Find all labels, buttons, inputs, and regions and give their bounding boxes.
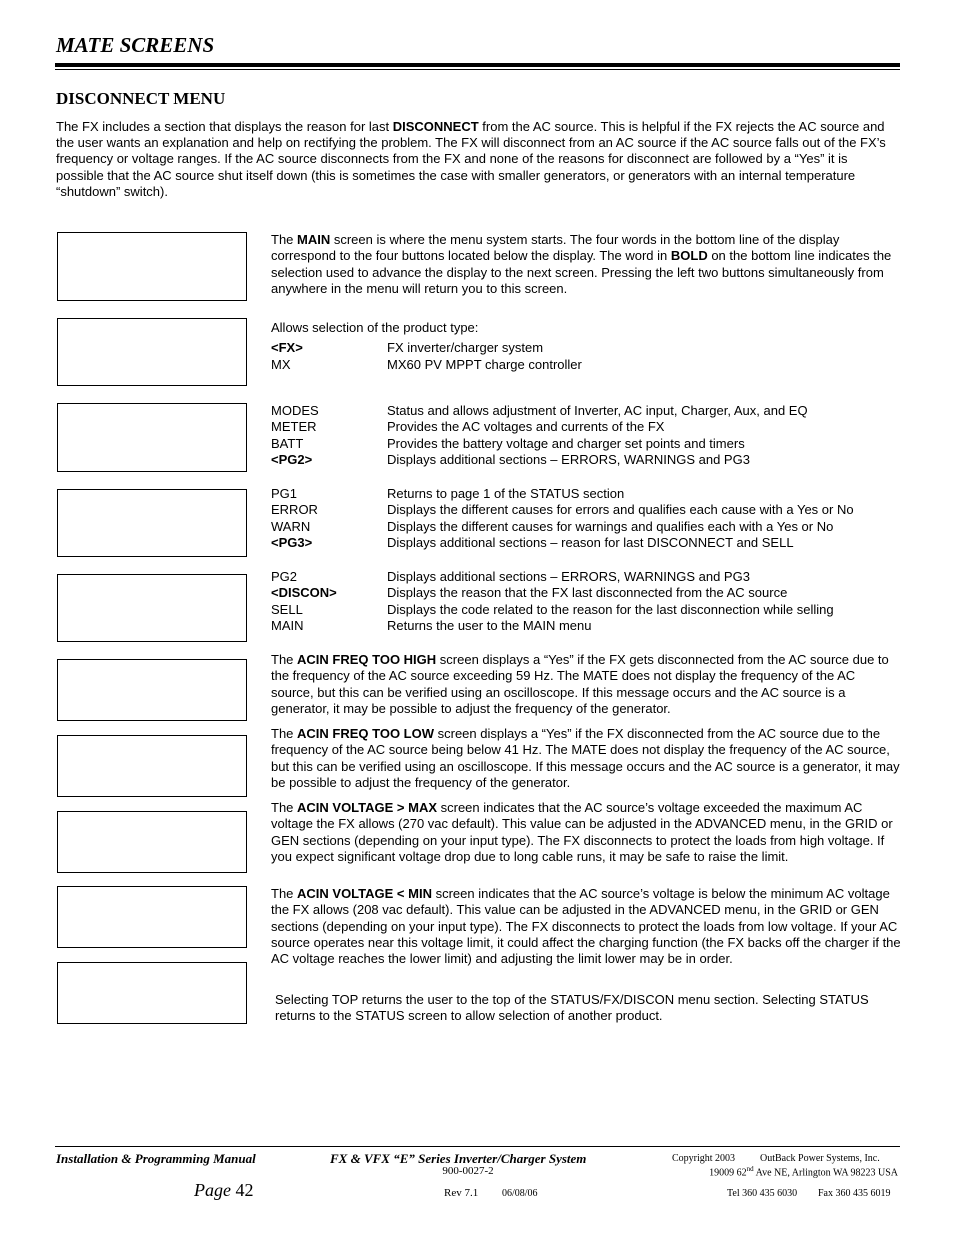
footer-series-title: FX & VFX “E” Series Inverter/Charger System	[330, 1151, 587, 1166]
footer-revision: Rev 7.1	[444, 1187, 479, 1199]
screen-box-voltage-min	[57, 886, 247, 948]
screen-box-status-fx-pg1	[57, 403, 247, 472]
freq-low-paragraph: The ACIN FREQ TOO LOW screen displays a “Yes” if the FX disconnected from the AC source due to the frequency of the AC source being below 41 Hz. The MATE does not display the frequency of the AC source, but this can be verified using an oscilloscope. If this message occurs and the AC source is a generator, it may be possible to adjust the frequency of the generator.	[271, 726, 900, 790]
footer-telephone: Tel 360 435 6030	[727, 1188, 798, 1199]
option-row	[271, 569, 901, 585]
option-key: ERROR	[271, 502, 318, 518]
option-row	[271, 436, 901, 452]
footer-company: OutBack Power Systems, Inc.	[760, 1153, 880, 1164]
option-key: MAIN	[271, 617, 304, 633]
option-row	[271, 486, 901, 502]
product-select-block	[271, 320, 901, 373]
option-row	[271, 618, 901, 634]
option-row	[271, 419, 901, 435]
option-key: <PG2>	[271, 451, 313, 467]
footer-fax: Fax 360 435 6019	[818, 1188, 891, 1199]
screen-box-status-fx-pg2	[57, 489, 247, 557]
option-desc: Displays the code related to the reason for the last disconnection while selling	[387, 601, 834, 617]
option-key: <DISCON>	[271, 585, 337, 601]
option-desc: Status and allows adjustment of Inverter, AC input, Charger, Aux, and EQ	[387, 403, 808, 418]
screen-box-freq-low	[57, 735, 247, 797]
screen-box-status	[57, 318, 247, 386]
option-row	[271, 403, 901, 419]
option-key: <PG3>	[271, 534, 313, 550]
option-key: PG1	[271, 486, 298, 501]
voltage-max-paragraph: The ACIN VOLTAGE > MAX screen indicates that the AC source’s voltage exceeded the maximum AC voltage the FX allows (270 vac default). This value can be adjusted in the ADVANCED menu, in the GRID or GEN sections (depending on your input type). The FX disconnects to protect the loads from high voltage. If you expect significant voltage drop due to long cable runs, it may be safe to raise the limit.	[271, 800, 893, 864]
option-key: <FX>	[271, 340, 303, 356]
option-desc: Provides the AC voltages and currents of the FX	[387, 419, 665, 435]
status-page3-block	[271, 569, 901, 634]
option-key: SELL	[271, 601, 303, 617]
option-key: MODES	[271, 403, 319, 418]
option-row	[271, 585, 901, 601]
screen-box-top-status	[57, 962, 247, 1024]
screen-box-main	[57, 232, 247, 301]
option-row	[271, 535, 901, 551]
option-desc: Returns to page 1 of the STATUS section	[387, 486, 625, 501]
header-rule-thin	[55, 69, 900, 70]
status-page1-block	[271, 403, 901, 468]
status-page2-block	[271, 486, 901, 551]
footer-doc-number: 900-0027-2	[442, 1165, 494, 1177]
footer-date: 06/08/06	[502, 1188, 538, 1199]
page-header-title: MATE SCREENS	[56, 33, 215, 57]
option-key: WARN	[271, 518, 311, 534]
option-row	[271, 502, 901, 518]
option-desc: Displays the reason that the FX last disconnected from the AC source	[387, 585, 788, 601]
option-row	[271, 452, 901, 468]
voltage-min-paragraph: The ACIN VOLTAGE < MIN screen indicates that the AC source’s voltage is below the minimum AC voltage the FX allows (208 vac default). This value can be adjusted in the ADVANCED menu, in the GRID or GEN sections (depending on your input type). The FX disconnects to protect the loads from low voltage. If your AC source operates near this voltage limit, it could affect the charging function (the FX backs off the charger if the AC voltage reaches the lower limit) and adjusting the limit lower may be in order.	[271, 886, 901, 967]
screen-box-freq-high	[57, 659, 247, 721]
footer-page-number: Page 42	[194, 1180, 254, 1200]
option-row	[271, 357, 901, 373]
option-desc: Returns the user to the MAIN menu	[387, 617, 592, 633]
footer-rule	[55, 1146, 900, 1147]
option-desc: Displays additional sections – ERRORS, WARNINGS and PG3	[387, 451, 750, 467]
option-desc: Provides the battery voltage and charger set points and timers	[387, 435, 745, 451]
footer-address: 19009 62nd Ave NE, Arlington WA 98223 USA	[709, 1165, 898, 1179]
option-key: PG2	[271, 569, 298, 584]
option-desc: Displays the different causes for errors and qualifies each cause with a Yes or No	[387, 502, 854, 518]
option-row	[271, 340, 901, 356]
intro-paragraph: The FX includes a section that displays the reason for last DISCONNECT from the AC source. This is helpful if the FX rejects the AC source and the user wants an explanation and help on rectifying the problem. The FX will disconnect from an AC source if the AC source falls out of the FX’s frequency or voltage ranges. If the AC source disconnects from the FX and none of the reasons for disconnect are followed by a “Yes” it is possible that the AC source shut itself down (this is sometimes the case with smaller generators, or generators with an internal temperature “shutdown” switch).	[56, 119, 886, 199]
footer-manual-title: Installation & Programming Manual	[56, 1151, 256, 1166]
main-screen-paragraph: The MAIN screen is where the menu system starts. The four words in the bottom line of the display correspond to the four buttons located below the display. The word in BOLD on the bottom line indicates the selection used to advance the display to the next screen. Pressing the left two buttons simultaneously from anywhere in the menu will return you to this screen.	[271, 232, 892, 296]
section-heading: DISCONNECT MENU	[56, 89, 226, 108]
freq-high-paragraph: The ACIN FREQ TOO HIGH screen displays a “Yes” if the FX gets disconnected from the AC source due to the frequency of the AC source exceeding 59 Hz. The MATE does not display the frequency of the AC source, but this can be verified using an oscilloscope. If this message occurs and the AC source is a generator, it may be possible to adjust the frequency of the generator.	[271, 652, 889, 716]
top-status-paragraph: Selecting TOP returns the user to the top of the STATUS/FX/DISCON menu section. Selecting STATUS returns to the STATUS screen to allow selection of another product.	[275, 992, 869, 1024]
option-key: BATT	[271, 435, 304, 451]
option-desc: Displays additional sections – reason for last DISCONNECT and SELL	[387, 534, 794, 550]
option-key: MX	[271, 356, 291, 372]
header-rule-thick	[55, 63, 900, 67]
screen-box-voltage-max	[57, 811, 247, 873]
product-select-lead: Allows selection of the product type:	[271, 320, 479, 335]
option-row	[271, 602, 901, 618]
option-desc: Displays additional sections – ERRORS, WARNINGS and PG3	[387, 569, 750, 584]
option-desc: FX inverter/charger system	[387, 340, 544, 356]
option-row	[271, 519, 901, 535]
screen-box-status-fx-pg3	[57, 574, 247, 642]
footer-copyright: Copyright 2003	[672, 1153, 736, 1164]
option-desc: MX60 PV MPPT charge controller	[387, 356, 582, 372]
option-key: METER	[271, 419, 317, 435]
option-desc: Displays the different causes for warnings and qualifies each with a Yes or No	[387, 518, 834, 534]
